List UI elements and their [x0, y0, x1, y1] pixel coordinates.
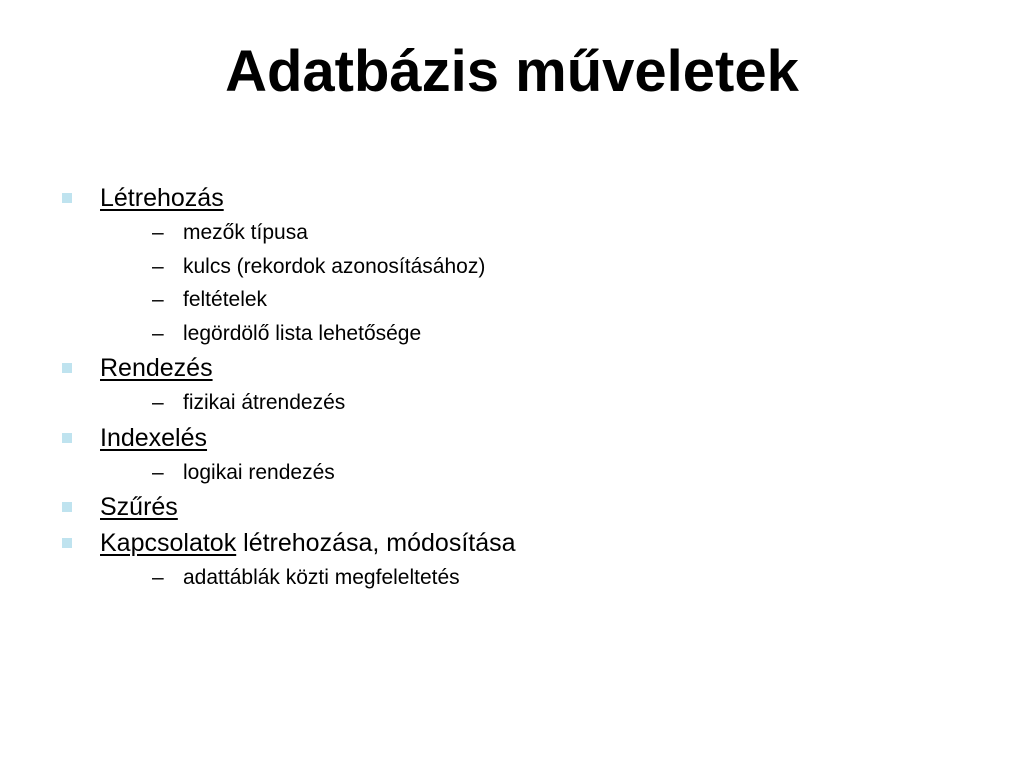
- sub-item-label: feltételek: [183, 288, 268, 311]
- sub-list-item: [100, 216, 962, 250]
- square-bullet-icon: [62, 538, 72, 548]
- list-item-szures: [62, 489, 962, 525]
- sub-list-item: [100, 456, 962, 490]
- dash-bullet-icon: –: [152, 460, 164, 484]
- dash-bullet-icon: –: [152, 221, 164, 244]
- sub-list-item: [100, 317, 962, 351]
- item-label[interactable]: Szűrés: [100, 493, 178, 521]
- item-label[interactable]: Indexelés: [100, 423, 208, 452]
- square-bullet-icon: [62, 433, 72, 443]
- dash-bullet-icon: –: [152, 321, 164, 345]
- sub-list: [100, 216, 962, 350]
- slide-title: Adatbázis műveletek: [225, 39, 799, 104]
- item-label[interactable]: Rendezés: [100, 354, 213, 382]
- sub-item-label: fizikai átrendezés: [183, 391, 346, 414]
- dash-bullet-icon: –: [152, 391, 164, 414]
- dash-bullet-icon: –: [152, 566, 164, 589]
- square-bullet-icon: [62, 502, 72, 512]
- sub-item-label: legördölő lista lehetősége: [183, 321, 422, 345]
- item-suffix: létrehozása, módosítása: [236, 529, 516, 557]
- sub-list: [100, 561, 962, 595]
- sub-item-label: mezők típusa: [183, 221, 308, 244]
- list-item-letrehozas: [62, 180, 962, 350]
- dash-bullet-icon: –: [152, 288, 164, 311]
- sub-item-label: logikai rendezés: [183, 460, 335, 484]
- list-item-indexeles: [62, 420, 962, 490]
- dash-bullet-icon: –: [152, 254, 164, 278]
- bullet-list: [62, 180, 962, 595]
- sub-item-label: adattáblák közti megfeleltetés: [183, 566, 460, 589]
- sub-list: [100, 386, 962, 420]
- square-bullet-icon: [62, 363, 72, 373]
- sub-list-item: [100, 250, 962, 284]
- item-label[interactable]: Kapcsolatok: [100, 529, 237, 557]
- sub-list-item: [100, 386, 962, 420]
- list-item-kapcsolatok: [62, 525, 962, 595]
- item-label[interactable]: Létrehozás: [100, 184, 224, 212]
- sub-list: [100, 456, 962, 490]
- sub-item-label: kulcs (rekordok azonosításához): [183, 254, 486, 278]
- sub-list-item: [100, 561, 962, 595]
- sub-list-item: [100, 283, 962, 317]
- list-item-rendezes: [62, 350, 962, 420]
- square-bullet-icon: [62, 193, 72, 203]
